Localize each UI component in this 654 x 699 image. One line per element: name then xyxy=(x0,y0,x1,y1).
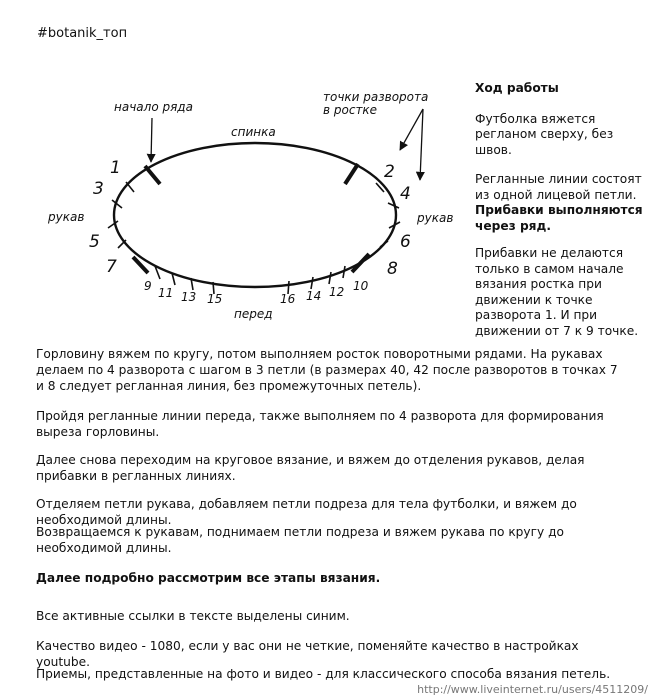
paragraph-8: Качество видео - 1080, если у вас они не четкие, поменяйте качество в настройках youtube. xyxy=(36,639,579,669)
raglan-diagram xyxy=(40,78,460,328)
side-heading: Ход работы xyxy=(475,81,559,95)
arrow-turn-4 xyxy=(420,109,423,180)
paragraph-9: Приемы, представленные на фото и видео - для классического способа вязания петель. xyxy=(36,667,611,681)
hashtag: #botanik_топ xyxy=(37,26,128,41)
num-15: 15 xyxy=(207,292,223,306)
num-13: 13 xyxy=(181,290,197,304)
num-5: 5 xyxy=(89,232,100,252)
num-10: 10 xyxy=(353,279,369,293)
num-1: 1 xyxy=(110,158,121,178)
watermark: http://www.liveinternet.ru/users/4511209/ xyxy=(417,683,648,696)
label-turns-1: точки разворота xyxy=(323,90,429,104)
ticks xyxy=(108,182,400,294)
paragraph-5: Возвращаемся к рукавам, поднимаем петли подреза и вяжем рукава по кругу до необходимой длины. xyxy=(36,525,565,555)
label-sleeve-left: рукав xyxy=(48,210,85,224)
side-paragraph-2-bold: Прибавки выполняются через ряд. xyxy=(475,203,643,233)
label-turns-2: в ростке xyxy=(323,103,378,117)
work-description xyxy=(475,81,645,353)
num-6: 6 xyxy=(400,232,411,252)
label-sleeve-right: рукав xyxy=(417,211,454,225)
mark-2 xyxy=(345,164,358,184)
num-11: 11 xyxy=(158,286,174,300)
mark-8 xyxy=(352,254,369,272)
side-paragraph-2-text: Регланные линии состоят из одной лицевой петли. xyxy=(475,172,642,202)
paragraph-4: Отделяем петли рукава, добавляем петли подреза для тела футболки, и вяжем до необходимой длины. xyxy=(36,497,577,527)
num-7: 7 xyxy=(106,257,117,277)
num-3: 3 xyxy=(93,179,104,199)
paragraph-7: Все активные ссылки в тексте выделены синим. xyxy=(36,609,350,623)
num-9: 9 xyxy=(144,279,152,293)
label-front: перед xyxy=(234,307,273,321)
paragraph-1: Горловину вяжем по кругу, потом выполняем росток поворотными рядами. На рукавах делаем по 4 разворота с шагом в 3 петли (в размерах 40, 42 после разворотов в точках 7 и 8 следует регланная линия, без промежуточных петель). xyxy=(36,347,618,393)
side-paragraph-1: Футболка вяжется регланом сверху, без швов. xyxy=(475,111,614,157)
label-start: начало ряда xyxy=(114,100,193,114)
num-4: 4 xyxy=(400,184,411,204)
paragraph-6: Далее подробно рассмотрим все этапы вязания. xyxy=(36,571,381,585)
side-paragraph-3: Прибавки не делаются только в самом начале вязания ростка при движении к точке разворота 1. И при движении от 7 к 9 точке. xyxy=(475,246,639,338)
arrow-start xyxy=(151,118,152,162)
num-2: 2 xyxy=(384,162,395,182)
side-paragraph-2 xyxy=(475,172,645,234)
arrow-turn-2 xyxy=(400,109,423,150)
num-8: 8 xyxy=(387,259,398,279)
neckline-ellipse xyxy=(114,143,396,287)
num-16: 16 xyxy=(280,292,296,306)
num-14: 14 xyxy=(306,289,322,303)
paragraph-2: Пройдя регланные линии переда, также выполняем по 4 разворота для формирования выреза горловины. xyxy=(36,409,604,439)
label-back: спинка xyxy=(231,125,276,139)
paragraph-3: Далее снова переходим на круговое вязание, и вяжем до отделения рукавов, делая прибавки в регланных линиях. xyxy=(36,453,585,483)
mark-1 xyxy=(145,166,160,184)
num-12: 12 xyxy=(329,285,345,299)
